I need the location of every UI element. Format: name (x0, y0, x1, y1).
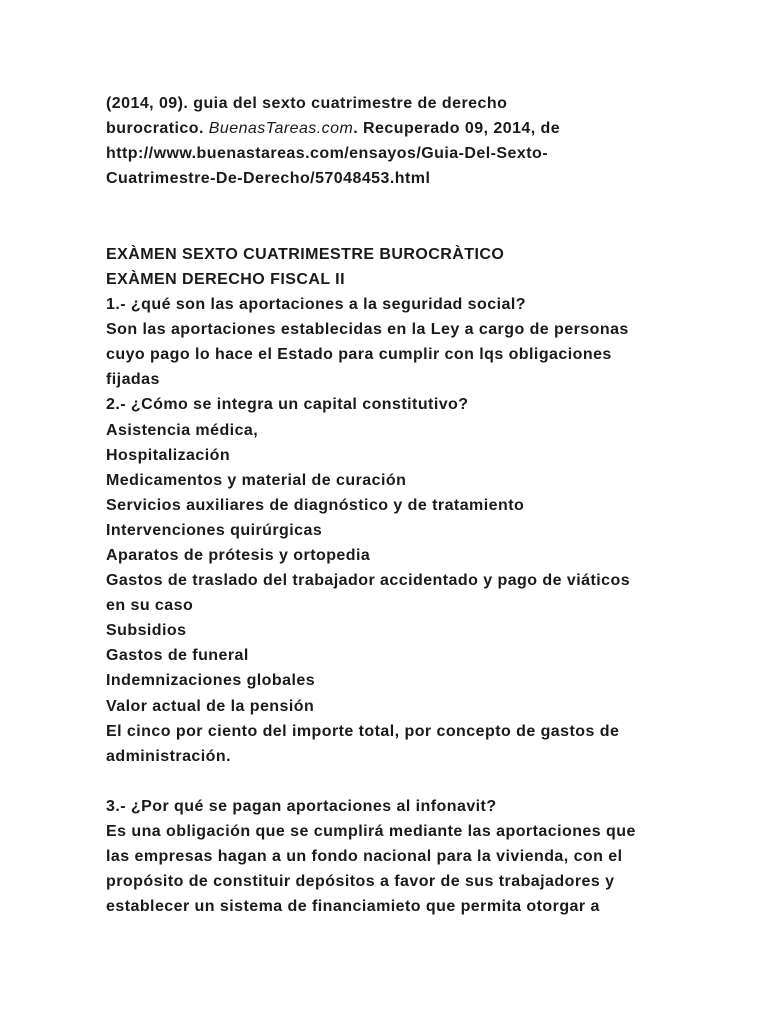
answer-line: Hospitalización (106, 446, 231, 464)
answer-line: Medicamentos y material de curación (106, 471, 407, 489)
citation-suffix: . Recuperado 09, 2014, de (353, 120, 561, 138)
answer-line: Es una obligación que se cumplirá mediante las aportaciones que (106, 823, 636, 841)
answer-line: establecer un sistema de financiamieto que permita otorgar a (106, 898, 600, 916)
answer-line: Subsidios (106, 622, 187, 640)
citation-line (106, 116, 666, 141)
answer-line: las empresas hagan a un fondo nacional para la vivienda, con el (106, 848, 623, 866)
spacer (106, 769, 666, 794)
answer-line: Gastos de funeral (106, 647, 249, 665)
answer-line: Son las aportaciones establecidas en la Ley a cargo de personas (106, 321, 629, 339)
answer-line: propósito de constituir depósitos a favor de sus trabajadores y (106, 873, 615, 891)
document-page (106, 91, 666, 920)
answer-line: administración. (106, 747, 231, 765)
answer-line: Asistencia médica, (106, 421, 259, 439)
answer-line: El cinco por ciento del importe total, por concepto de gastos de (106, 722, 620, 740)
answer-line: Indemnizaciones globales (106, 672, 316, 690)
document-title: EXÀMEN SEXTO CUATRIMESTRE BUROCRÀTICO (106, 245, 505, 263)
document-subtitle: EXÀMEN DERECHO FISCAL II (106, 270, 345, 288)
question-1-block (106, 292, 666, 392)
question-2-block (106, 392, 666, 768)
answer-line: fijadas (106, 371, 160, 389)
answer-line: cuyo pago lo hace el Estado para cumplir con lqs obligaciones (106, 346, 612, 364)
answer-line: Servicios auxiliares de diagnóstico y de tratamiento (106, 496, 525, 514)
spacer (106, 191, 666, 242)
question-3-block (106, 794, 666, 919)
answer-line: Aparatos de prótesis y ortopedia (106, 547, 371, 564)
question-1: 1.- ¿qué son las aportaciones a la seguridad social? (106, 296, 526, 314)
question-3: 3.- ¿Por qué se pagan aportaciones al infonavit? (106, 798, 497, 816)
citation-prefix: burocratico. (106, 120, 209, 138)
answer-line: Valor actual de la pensión (106, 697, 315, 715)
citation-url-line: http://www.buenastareas.com/ensayos/Guia-Del-Sexto- (106, 145, 549, 163)
citation-url-line: Cuatrimestre-De-Derecho/57048453.html (106, 170, 431, 188)
question-2: 2.- ¿Cómo se integra un capital constitutivo? (106, 396, 469, 414)
answer-line: Gastos de traslado del trabajador accidentado y pago de viáticos (106, 572, 631, 590)
answer-line: en su caso (106, 597, 194, 615)
answer-line: Intervenciones quirúrgicas (106, 521, 323, 539)
citation-site-name: BuenasTareas.com (208, 120, 354, 138)
citation-line: (2014, 09). guia del sexto cuatrimestre de derecho (106, 95, 508, 112)
citation-block (106, 91, 666, 191)
